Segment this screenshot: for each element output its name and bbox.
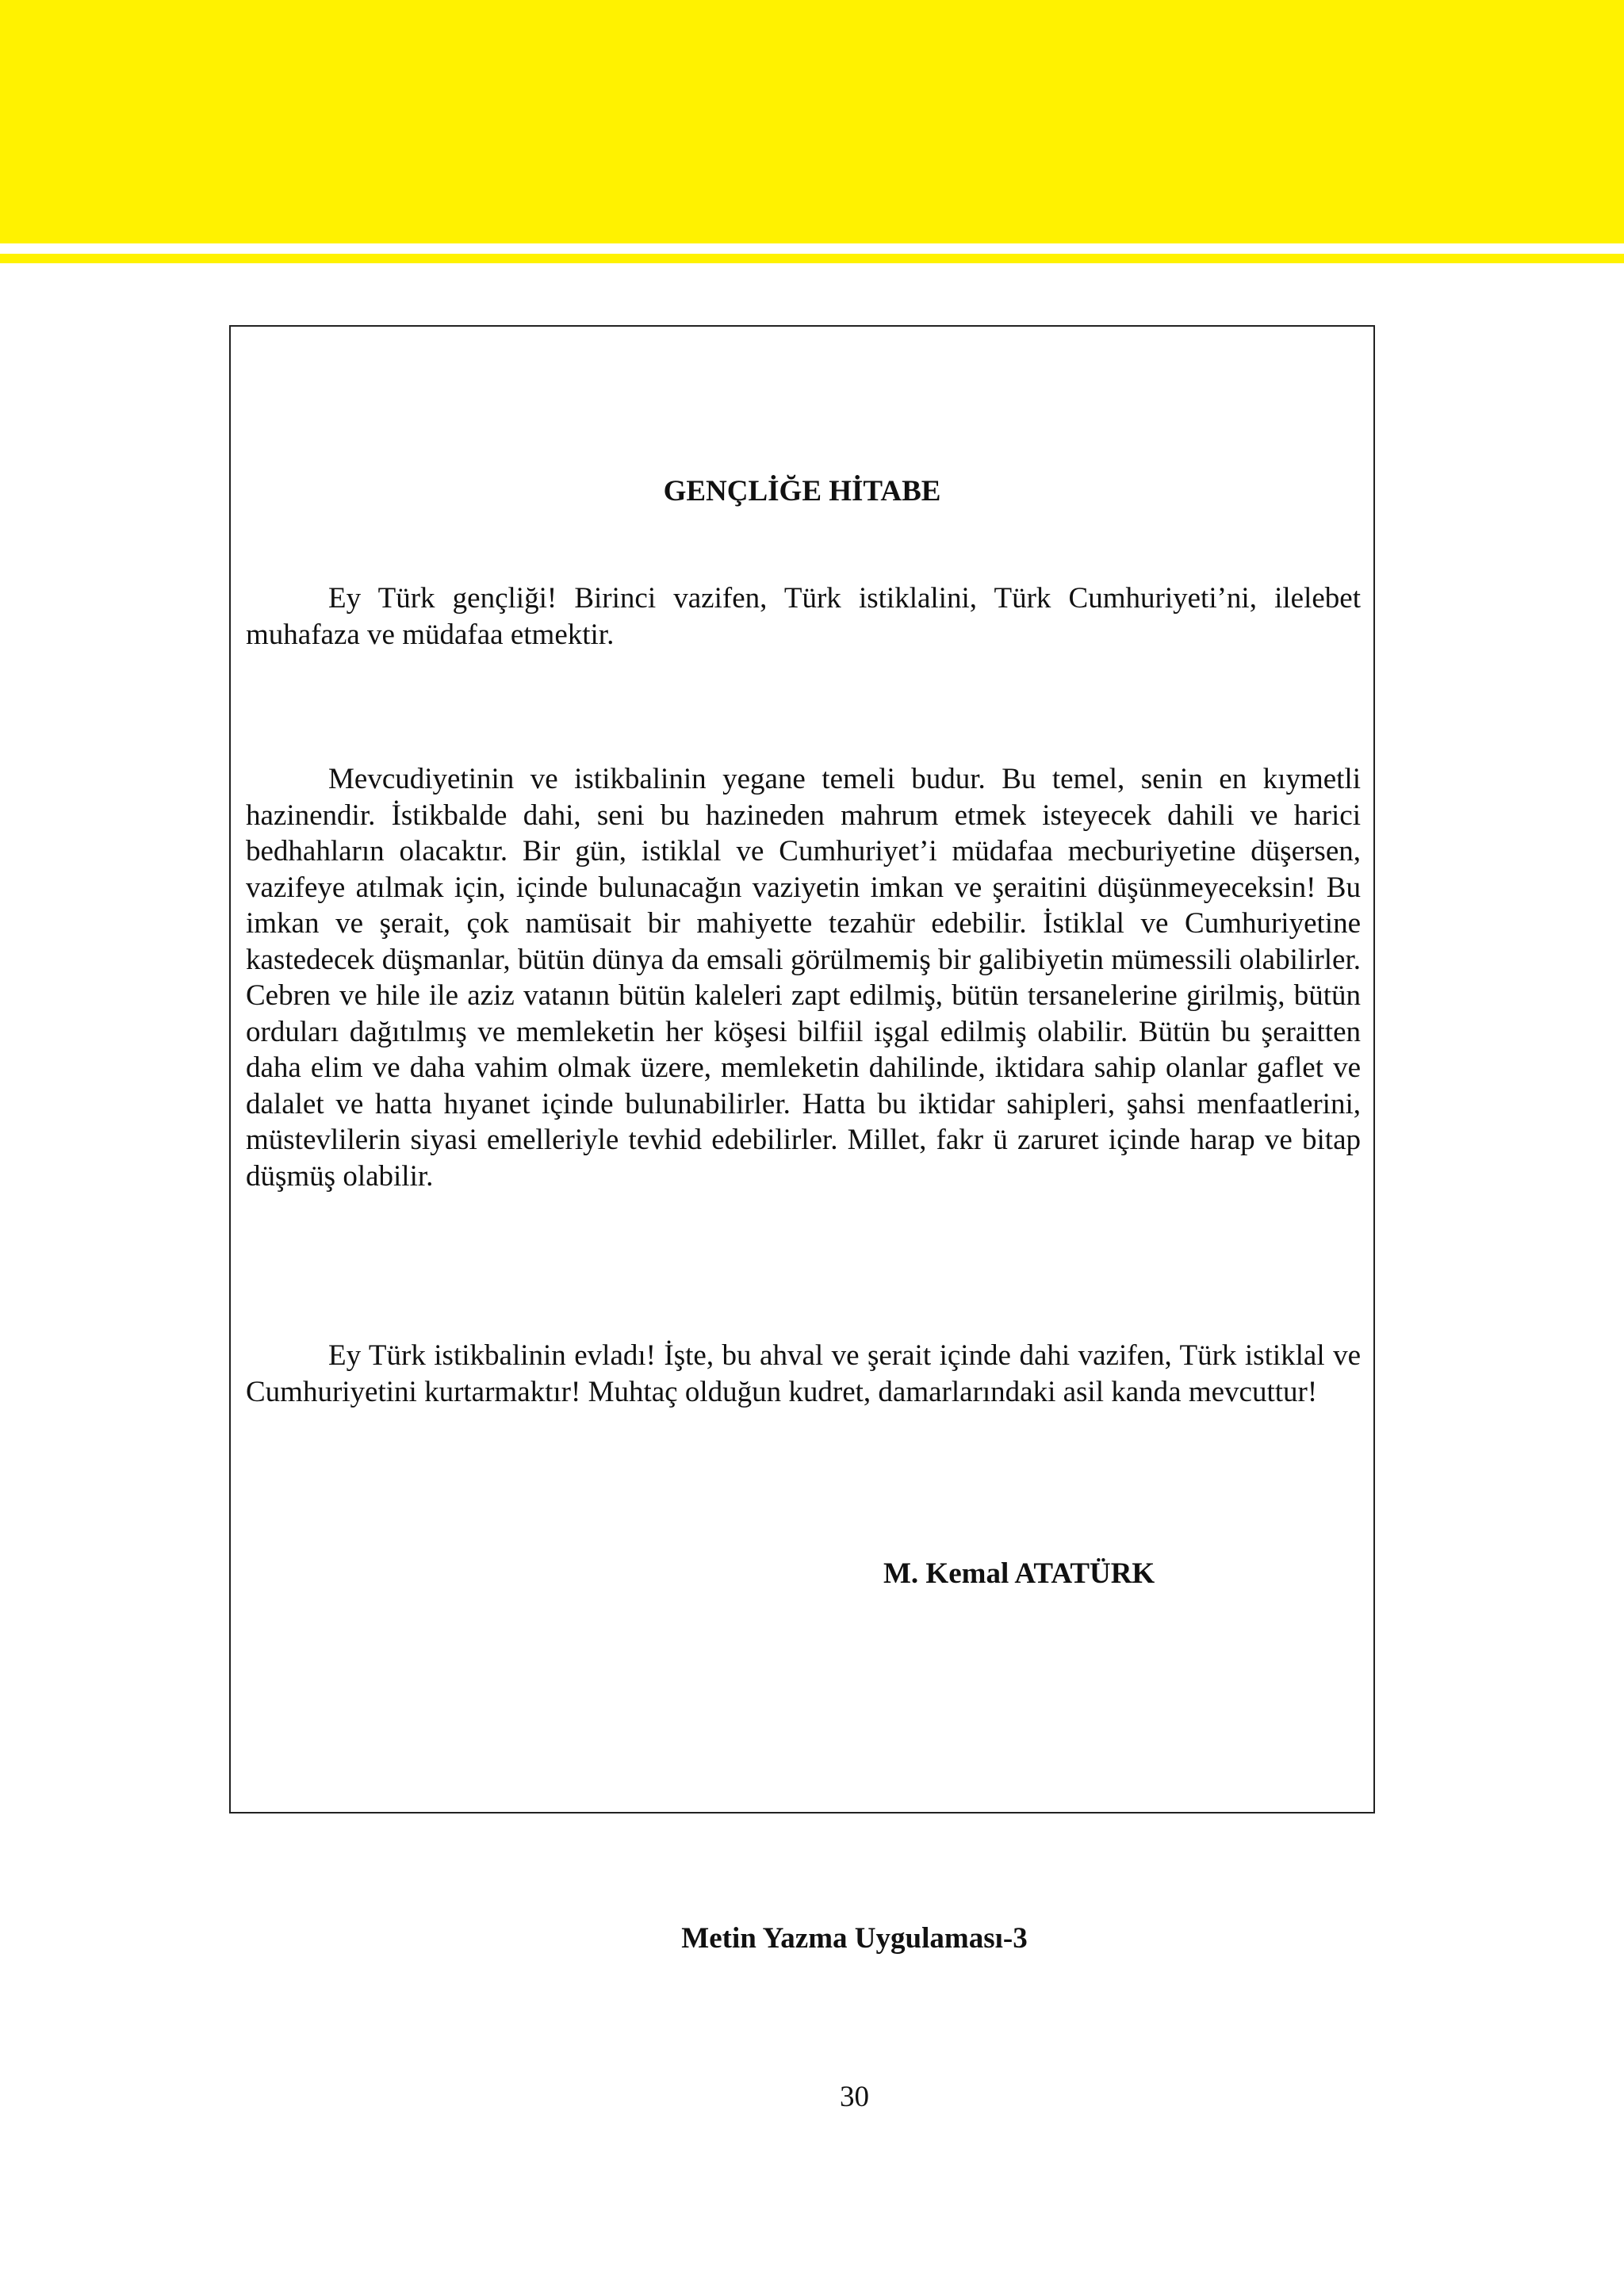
paragraph-1: Ey Türk gençliği! Birinci vazifen, Türk istiklalini, Türk Cumhuriyeti’ni, ilelebet muhafaza ve müdafaa etmektir. [246, 582, 1361, 651]
paragraph-3: Ey Türk istikbalinin evladı! İşte, bu ahval ve şerait içinde dahi vazifen, Türk istiklal ve Cumhuriyetini kurtarmaktır! Muhtaç olduğun kudret, damarlarındaki asil kanda mevcuttur! [246, 1339, 1361, 1408]
page-number: 30 [840, 2081, 869, 2113]
header-stripe [0, 254, 1624, 263]
paragraph-2: Mevcudiyetinin ve istikbalinin yegane temeli budur. Bu temel, senin en kıymetli hazinendir. İstikbalde dahi, seni bu hazineden mahrum etmek isteyecek dahili ve harici bedhahların olacaktır. Bir gün, istiklal ve Cumhuriyet’i müdafaa mecburiyetine düşersen, vazifeye atılmak için, içinde bulunacağın vaziyetin imkan ve şeraitini düşünmeyeceksin! Bu imkan ve şerait, çok namüsait bir mahiyette tezahür edebilir. İstiklal ve Cumhuriyetine kastedecek düşmanlar, bütün dünya da emsali görülmemiş bir galibiyetin mümessili olabilirler. Cebren ve hile ile aziz vatanın bütün kaleleri zapt edilmiş, bütün tersanelerine girilmiş, bütün orduları dağıtılmış ve memleketin her köşesi bilfiil işgal edilmiş olabilir. Bütün bu şeraitten daha elim ve daha vahim olmak üzere, memleketin dahilinde, iktidara sahip olanlar gaflet ve dalalet ve hatta hıyanet içinde bulunabilirler. Hatta bu iktidar sahipleri, şahsi menfaatlerini, müstevlilerin siyasi emelleriyle tevhid edebilirler. Millet, fakr ü zaruret içinde harap ve bitap düşmüş olabilir. [246, 763, 1361, 1193]
text-frame [229, 325, 1375, 1813]
header-color-band [0, 0, 1624, 243]
document-title: GENÇLİĞE HİTABE [663, 475, 941, 507]
signature: M. Kemal ATATÜRK [883, 1557, 1155, 1590]
exercise-title: Metin Yazma Uygulaması-3 [681, 1922, 1028, 1955]
